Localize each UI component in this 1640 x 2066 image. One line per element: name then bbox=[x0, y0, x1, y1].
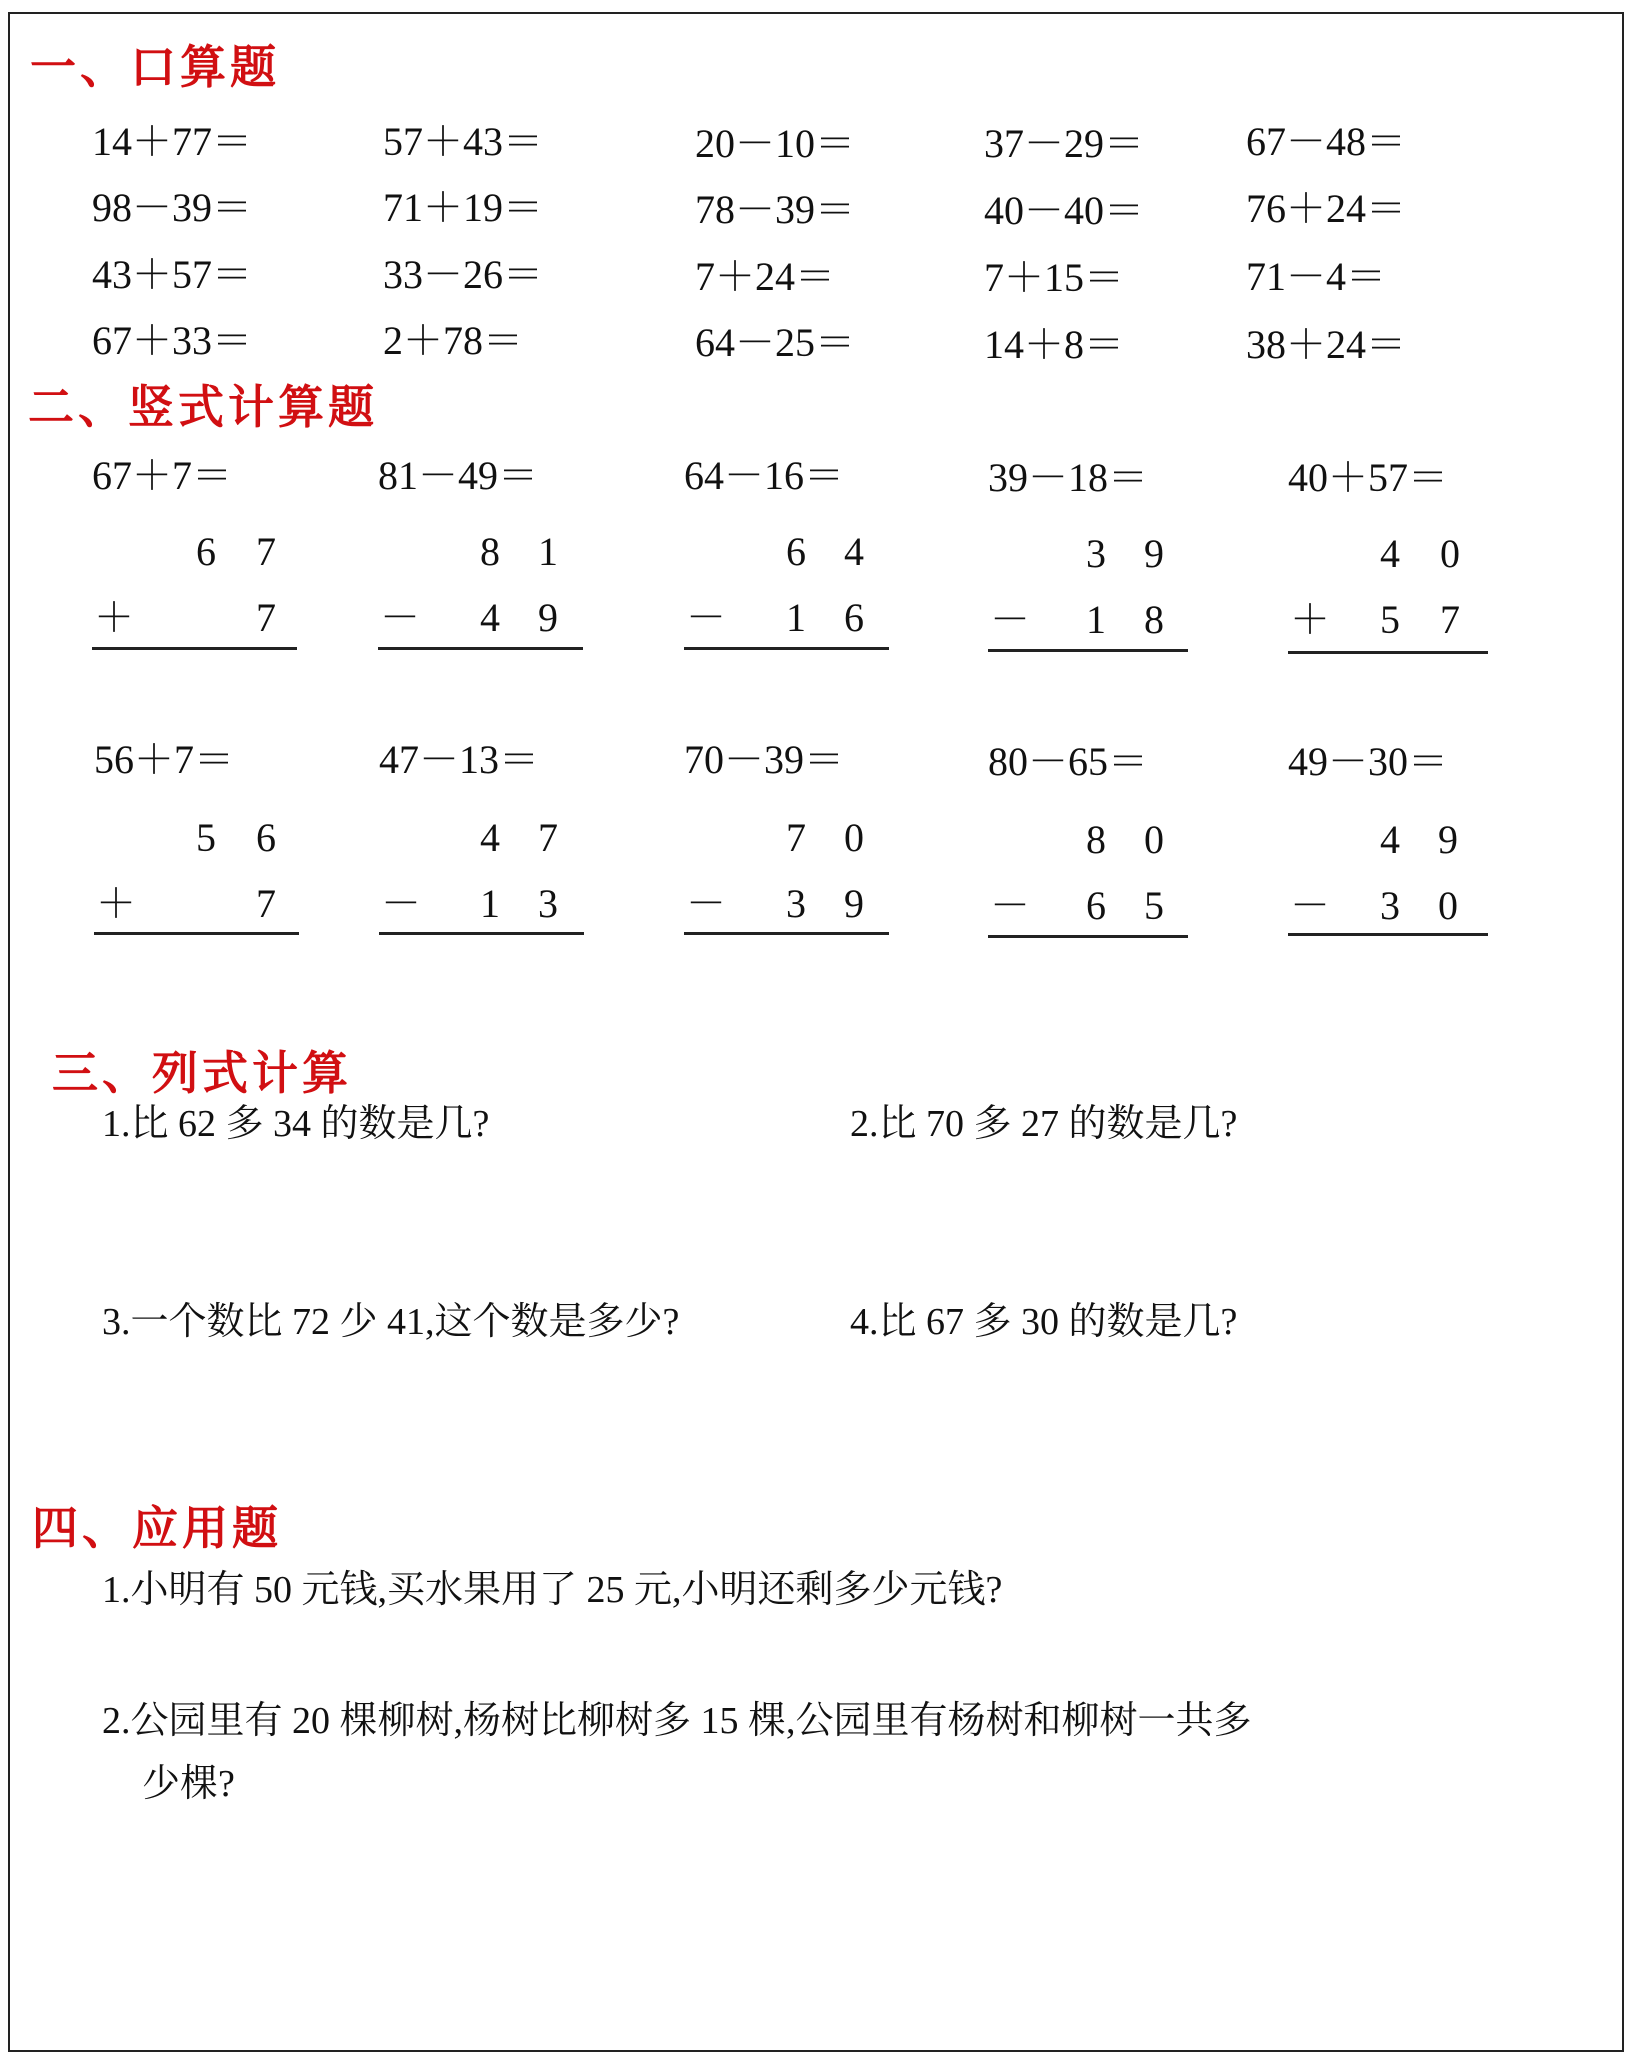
operator-sign: ＋ bbox=[96, 881, 136, 926]
operator-sign: － bbox=[380, 595, 420, 640]
written-question: 4.比 67 多 30 的数是几? bbox=[850, 1301, 1238, 1343]
vertical-equation: 80－65＝ bbox=[988, 739, 1148, 784]
answer-line bbox=[684, 647, 889, 650]
top-tens-digit: 8 bbox=[1086, 817, 1106, 862]
word-problem: 2.公园里有 20 棵柳树,杨树比柳树多 15 棵,公园里有杨树和柳树一共多 bbox=[102, 1700, 1252, 1742]
oral-problem: 20－10＝ bbox=[695, 121, 855, 166]
bottom-units-digit: 5 bbox=[1144, 883, 1164, 928]
bottom-units-digit: 9 bbox=[844, 881, 864, 926]
top-units-digit: 0 bbox=[1144, 817, 1164, 862]
operator-sign: ＋ bbox=[1290, 597, 1330, 642]
top-units-digit: 4 bbox=[844, 529, 864, 574]
top-units-digit: 0 bbox=[844, 815, 864, 860]
vertical-equation: 70－39＝ bbox=[684, 737, 844, 782]
top-tens-digit: 4 bbox=[1380, 817, 1400, 862]
bottom-units-digit: 7 bbox=[256, 881, 276, 926]
answer-line bbox=[684, 932, 889, 935]
oral-problem: 78－39＝ bbox=[695, 187, 855, 232]
section-heading-vertical: 二、竖式计算题 bbox=[28, 380, 378, 434]
bottom-units-digit: 6 bbox=[844, 595, 864, 640]
top-units-digit: 1 bbox=[538, 529, 558, 574]
oral-problem: 71＋19＝ bbox=[383, 185, 543, 230]
top-tens-digit: 4 bbox=[480, 815, 500, 860]
oral-problem: 7＋15＝ bbox=[984, 255, 1124, 300]
bottom-units-digit: 0 bbox=[1438, 883, 1458, 928]
operator-sign: ＋ bbox=[94, 595, 134, 640]
top-tens-digit: 5 bbox=[196, 815, 216, 860]
top-tens-digit: 6 bbox=[786, 529, 806, 574]
oral-problem: 38＋24＝ bbox=[1246, 322, 1406, 367]
oral-problem: 7＋24＝ bbox=[695, 254, 835, 299]
answer-line bbox=[378, 647, 583, 650]
written-question: 1.比 62 多 34 的数是几? bbox=[102, 1103, 490, 1145]
section-heading-word: 四、应用题 bbox=[32, 1501, 282, 1555]
operator-sign: － bbox=[686, 595, 726, 640]
bottom-units-digit: 7 bbox=[256, 595, 276, 640]
answer-line bbox=[988, 649, 1188, 652]
top-tens-digit: 7 bbox=[786, 815, 806, 860]
bottom-tens-digit: 3 bbox=[786, 881, 806, 926]
operator-sign: － bbox=[990, 883, 1030, 928]
bottom-tens-digit: 5 bbox=[1380, 597, 1400, 642]
top-tens-digit: 3 bbox=[1086, 531, 1106, 576]
vertical-equation: 56＋7＝ bbox=[94, 737, 234, 782]
written-question: 3.一个数比 72 少 41,这个数是多少? bbox=[102, 1301, 680, 1343]
top-tens-digit: 8 bbox=[480, 529, 500, 574]
answer-line bbox=[379, 932, 584, 935]
word-problem-continuation: 少棵? bbox=[142, 1763, 235, 1805]
top-units-digit: 7 bbox=[256, 529, 276, 574]
oral-problem: 33－26＝ bbox=[383, 252, 543, 297]
top-units-digit: 9 bbox=[1144, 531, 1164, 576]
top-tens-digit: 4 bbox=[1380, 531, 1400, 576]
oral-problem: 98－39＝ bbox=[92, 185, 252, 230]
oral-problem: 76＋24＝ bbox=[1246, 186, 1406, 231]
word-problem: 1.小明有 50 元钱,买水果用了 25 元,小明还剩多少元钱? bbox=[102, 1569, 1003, 1611]
top-tens-digit: 6 bbox=[196, 529, 216, 574]
vertical-equation: 40＋57＝ bbox=[1288, 455, 1448, 500]
section-heading-oral: 一、口算题 bbox=[30, 40, 280, 94]
vertical-equation: 64－16＝ bbox=[684, 453, 844, 498]
top-units-digit: 7 bbox=[538, 815, 558, 860]
operator-sign: － bbox=[1290, 883, 1330, 928]
oral-problem: 67＋33＝ bbox=[92, 318, 252, 363]
oral-problem: 57＋43＝ bbox=[383, 119, 543, 164]
top-units-digit: 9 bbox=[1438, 817, 1458, 862]
top-units-digit: 6 bbox=[256, 815, 276, 860]
answer-line bbox=[94, 932, 299, 935]
operator-sign: － bbox=[381, 881, 421, 926]
answer-line bbox=[988, 935, 1188, 938]
oral-problem: 2＋78＝ bbox=[383, 318, 523, 363]
oral-problem: 40－40＝ bbox=[984, 188, 1144, 233]
written-question: 2.比 70 多 27 的数是几? bbox=[850, 1103, 1238, 1145]
bottom-units-digit: 3 bbox=[538, 881, 558, 926]
vertical-equation: 47－13＝ bbox=[379, 737, 539, 782]
bottom-units-digit: 7 bbox=[1440, 597, 1460, 642]
oral-problem: 67－48＝ bbox=[1246, 119, 1406, 164]
oral-problem: 37－29＝ bbox=[984, 121, 1144, 166]
operator-sign: － bbox=[990, 597, 1030, 642]
bottom-tens-digit: 3 bbox=[1380, 883, 1400, 928]
oral-problem: 64－25＝ bbox=[695, 320, 855, 365]
answer-line bbox=[92, 647, 297, 650]
section-heading-written: 三、列式计算 bbox=[52, 1046, 352, 1100]
vertical-equation: 39－18＝ bbox=[988, 455, 1148, 500]
oral-problem: 14＋77＝ bbox=[92, 119, 252, 164]
bottom-tens-digit: 6 bbox=[1086, 883, 1106, 928]
oral-problem: 43＋57＝ bbox=[92, 252, 252, 297]
bottom-units-digit: 8 bbox=[1144, 597, 1164, 642]
bottom-tens-digit: 4 bbox=[480, 595, 500, 640]
vertical-equation: 81－49＝ bbox=[378, 453, 538, 498]
bottom-tens-digit: 1 bbox=[1086, 597, 1106, 642]
answer-line bbox=[1288, 651, 1488, 654]
top-units-digit: 0 bbox=[1440, 531, 1460, 576]
bottom-tens-digit: 1 bbox=[480, 881, 500, 926]
oral-problem: 71－4＝ bbox=[1246, 254, 1386, 299]
vertical-equation: 67＋7＝ bbox=[92, 453, 232, 498]
bottom-tens-digit: 1 bbox=[786, 595, 806, 640]
oral-problem: 14＋8＝ bbox=[984, 322, 1124, 367]
vertical-equation: 49－30＝ bbox=[1288, 739, 1448, 784]
answer-line bbox=[1288, 933, 1488, 936]
operator-sign: － bbox=[686, 881, 726, 926]
bottom-units-digit: 9 bbox=[538, 595, 558, 640]
